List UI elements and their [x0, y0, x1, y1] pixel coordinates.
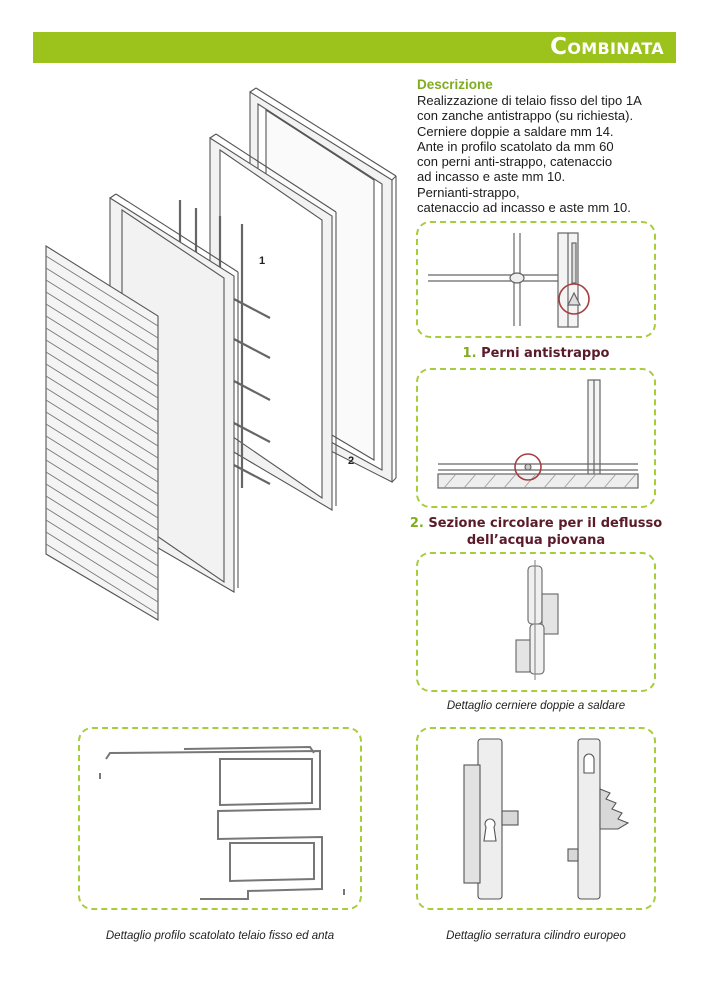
- perni-antistrappo-drawing: [418, 223, 654, 336]
- description-line: Pernianti-strappo,: [417, 184, 520, 200]
- description-line: catenaccio ad incasso e aste mm 10.: [417, 200, 631, 216]
- callout-1: 1: [259, 255, 266, 267]
- page-title: Combinata: [550, 34, 664, 60]
- detail-sezione-panel: [416, 368, 656, 508]
- detail-serratura-panel: [416, 727, 656, 910]
- description-line: con zanche antistrappo (su richiesta).: [417, 108, 634, 124]
- description-block: [417, 77, 687, 215]
- exploded-window-drawing: [30, 80, 410, 640]
- serratura-drawing: [418, 729, 654, 908]
- perni-caption: 1. Perni antistrappo: [462, 346, 610, 361]
- description-heading: Descrizione: [417, 77, 493, 92]
- description-line: Cerniere doppie a saldare mm 14.: [417, 123, 614, 139]
- serratura-caption: Dettaglio serratura cilindro europeo: [446, 930, 626, 942]
- description-line: ad incasso e aste mm 10.: [417, 169, 566, 185]
- description-line: Realizzazione di telaio fisso del tipo 1A: [417, 93, 642, 108]
- detail-profilo-panel: [78, 727, 362, 910]
- detail-perni-panel: [416, 221, 656, 338]
- description-line: con perni anti-strappo, catenaccio: [417, 154, 613, 170]
- callout-2: 2: [348, 455, 355, 467]
- sezione-caption: 2. Sezione circolare per il deflusso dell’acqua piovana: [409, 516, 663, 548]
- description-line: Ante in profilo scatolato da mm 60: [417, 138, 614, 154]
- profilo-scatolato-drawing: [80, 729, 360, 908]
- cerniere-caption: Dettaglio cerniere doppie a saldare: [446, 700, 626, 712]
- profilo-caption: Dettaglio profilo scatolato telaio fisso ed anta: [105, 930, 335, 942]
- header-bar: [33, 32, 676, 63]
- cerniera-drawing: [418, 554, 654, 690]
- detail-cerniere-panel: [416, 552, 656, 692]
- sezione-circolare-drawing: [418, 370, 654, 506]
